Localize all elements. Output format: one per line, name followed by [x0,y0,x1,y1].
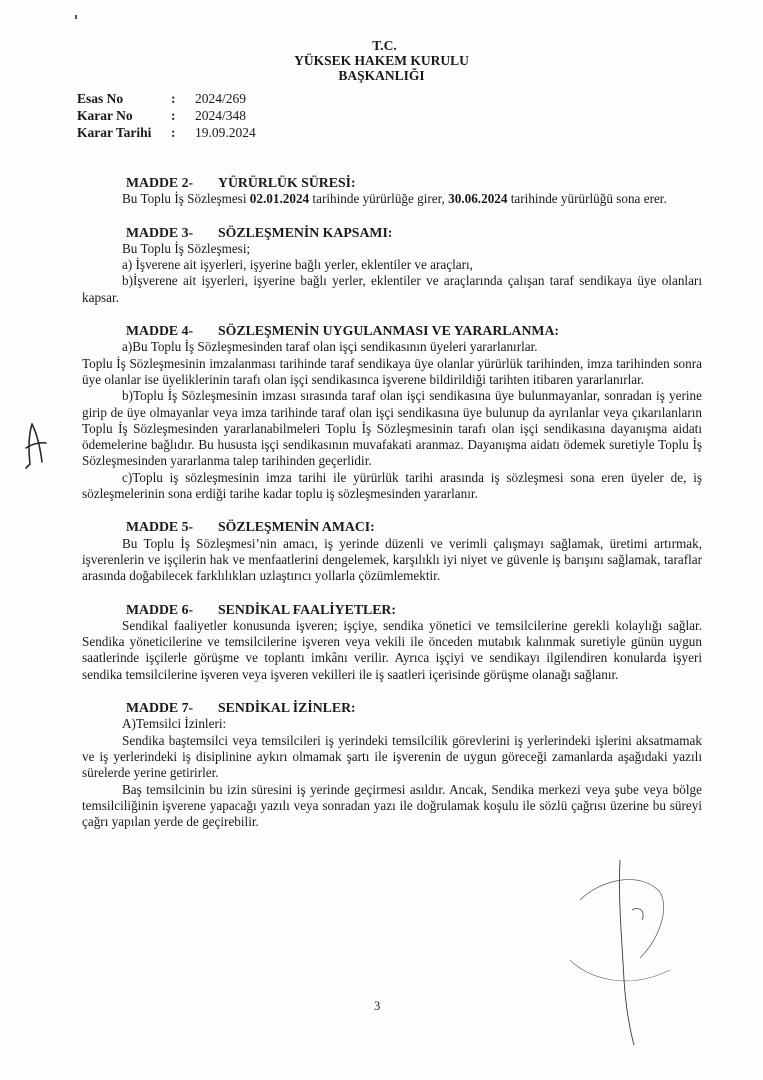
text-run: tarihinde yürürlüğü sona erer. [507,191,667,207]
meta-label: Esas No [77,91,124,106]
article-4-item-a-body: Toplu İş Sözleşmesinin imzalanması tarihinde taraf sendikaya üye olanlar yürürlük tarihinden, imza tarihinden sonra üye olanlar ise üyeliklerinin tarafı olan işçi sendikasınca işverene bildirildiği tarihten itibaren yararlanırlar. [82,355,702,387]
meta-separator: : [171,91,176,106]
article-7-subheading: A)Temsilci İzinleri: [122,716,227,732]
case-metadata [77,90,256,141]
header-line-tc: T.C. [372,38,397,53]
article-2-text [82,191,702,207]
article-3-item-a: a) İşverene ait işyerleri, işyerine bağlı yerler, eklentiler ve araçları, [122,257,473,273]
meta-label: Karar No [77,108,133,123]
document-body [82,175,702,830]
meta-label: Karar Tarihi [77,125,152,140]
article-title: SENDİKAL FAALİYETLER: [218,601,396,617]
article-3-item-b: b)İşverene ait işyerleri, işyerine bağlı yerler, eklentiler ve araçlarında çalışan taraf sendikaya üye olanları kapsar. [82,273,702,305]
page-number: 3 [374,999,381,1013]
meta-value: 2024/269 [195,91,247,106]
article-title: SÖZLEŞMENİN UYGULANMASI VE YARARLANMA: [218,323,560,339]
article-number: MADDE 5- [126,519,194,535]
article-7-text-2: Baş temsilcinin bu izin süresini iş yerinde geçirmesi asıldır. Ancak, Sendika merkezi veya şube veya bölge temsilciliğinin işverene yapacağı yazılı veya sonradan yazı ile doğrulamak koşulu ile sözlü çağrısı üzerine bu süreyi çağrı yapılan yerde de geçirebilir. [82,781,702,830]
article-title: SENDİKAL İZİNLER: [218,700,356,716]
meta-row-karar-tarihi [77,124,256,141]
meta-value: 2024/348 [195,108,247,123]
article-number: MADDE 7- [126,700,194,716]
start-date: 02.01.2024 [249,191,310,207]
meta-separator: : [171,125,176,140]
article-number: MADDE 4- [126,323,194,339]
article-4-item-c: c)Toplu iş sözleşmesinin imza tarihi ile yürürlük tarihi arasında iş sözleşmesi sona eren üyeler de, iş sözleşmelerinin sona erdiği tarihe kadar toplu iş sözleşmesinden yararlanır. [82,469,702,502]
article-number: MADDE 6- [126,601,194,617]
article-6-heading [126,602,702,618]
meta-row-esas [77,90,256,107]
article-7-heading [126,700,702,716]
meta-value: 19.09.2024 [195,125,256,140]
article-title: SÖZLEŞMENİN KAPSAMI: [218,224,393,240]
meta-separator: : [171,108,176,123]
meta-row-karar [77,107,256,124]
scan-speck [75,15,77,19]
article-title: YÜRÜRLÜK SÜRESİ: [218,175,356,190]
article-7-text-1: Sendika baştemsilci veya temsilcileri iş yerindeki temsilcilik görevlerini iş yerlerindeki işlerini aksatmamak ve iş yerlerindeki iş disiplinine aykırı olmamak şartı ile işverenin de uygun göreceği zamanlarda aşağıdaki yazılı sürelerde yerine getirirler. [82,732,702,781]
article-3-heading [126,225,702,241]
text-run: tarihinde yürürlüğe girer, [309,191,449,207]
article-4-heading [126,323,702,339]
handwritten-initial-mark [20,420,50,470]
end-date: 30.06.2024 [448,191,508,207]
article-6-text: Sendikal faaliyetler konusunda işveren; işçiye, sendika yönetici ve temsilcilerine gerekli kolaylığı sağlar. Sendika yöneticilerine ve temsilcilerine işveren veya vekili ile önceden mutabık kalınmak suretiyle günün uygun saatlerinde işçilerle görüşme ve toplantı imkânı verilir. Ayrıca işçiyi ve sendikayı ilgilendiren konularda işyeri sendika temsilcilerine işveren veya işveren vekilleri ile iş saatleri içerisinde görüşme olanağı sağlanır. [82,617,702,682]
header-line-presidency: BAŞKANLIĞI [338,68,425,83]
article-4-item-a-head: a)Bu Toplu İş Sözleşmesinden taraf olan işçi sendikasının üyeleri yararlanırlar. [122,339,538,355]
article-5-heading [126,519,702,535]
article-number: MADDE 2- [126,175,194,190]
article-title: SÖZLEŞMENİN AMACI: [218,519,375,535]
signature-mark [560,840,680,1050]
document-header [0,38,763,83]
article-3-intro: Bu Toplu İş Sözleşmesi; [122,240,251,256]
article-2-heading [126,175,702,191]
header-line-institution: YÜKSEK HAKEM KURULU [294,53,469,68]
article-5-text: Bu Toplu İş Sözleşmesi’nin amacı, iş yerinde düzenli ve verimli çalışmayı sağlamak, üretimi artırmak, işverenlerin ve işçilerin hak ve menfaatlerini dengelemek, karşılıklı iyi niyet ve güvenle iş barışını sağlamak, taraflar arasında doğabilecek farklılıkları uzlaştırıcı yollarla çözümlemektir. [82,535,702,584]
text-run: Bu Toplu İş Sözleşmesi [122,191,250,207]
article-4-item-b: b)Toplu İş Sözleşmesinin imzası sırasında taraf olan işçi sendikasına üye bulunmayanlar, sonradan iş yerine girip de üye olmayanlar veya imza tarihinde taraf olan işçi sendikasına üye bulunup da ayrılanlar veya çıkarılanların Toplu İş Sözleşmesinden yararlanabilmeleri Toplu İş Sözleşmesinin tarafı olan işçi sendikasına dayanışma aidatı ödemelerine bağlıdır. Bu hususta işçi sendikasının muvafakati aranmaz. Dayanışma aidatı ödemek suretiyle Toplu İş Sözleşmesinden yararlanma talep tarihinden geçerlidir. [82,388,702,469]
article-number: MADDE 3- [126,224,194,240]
